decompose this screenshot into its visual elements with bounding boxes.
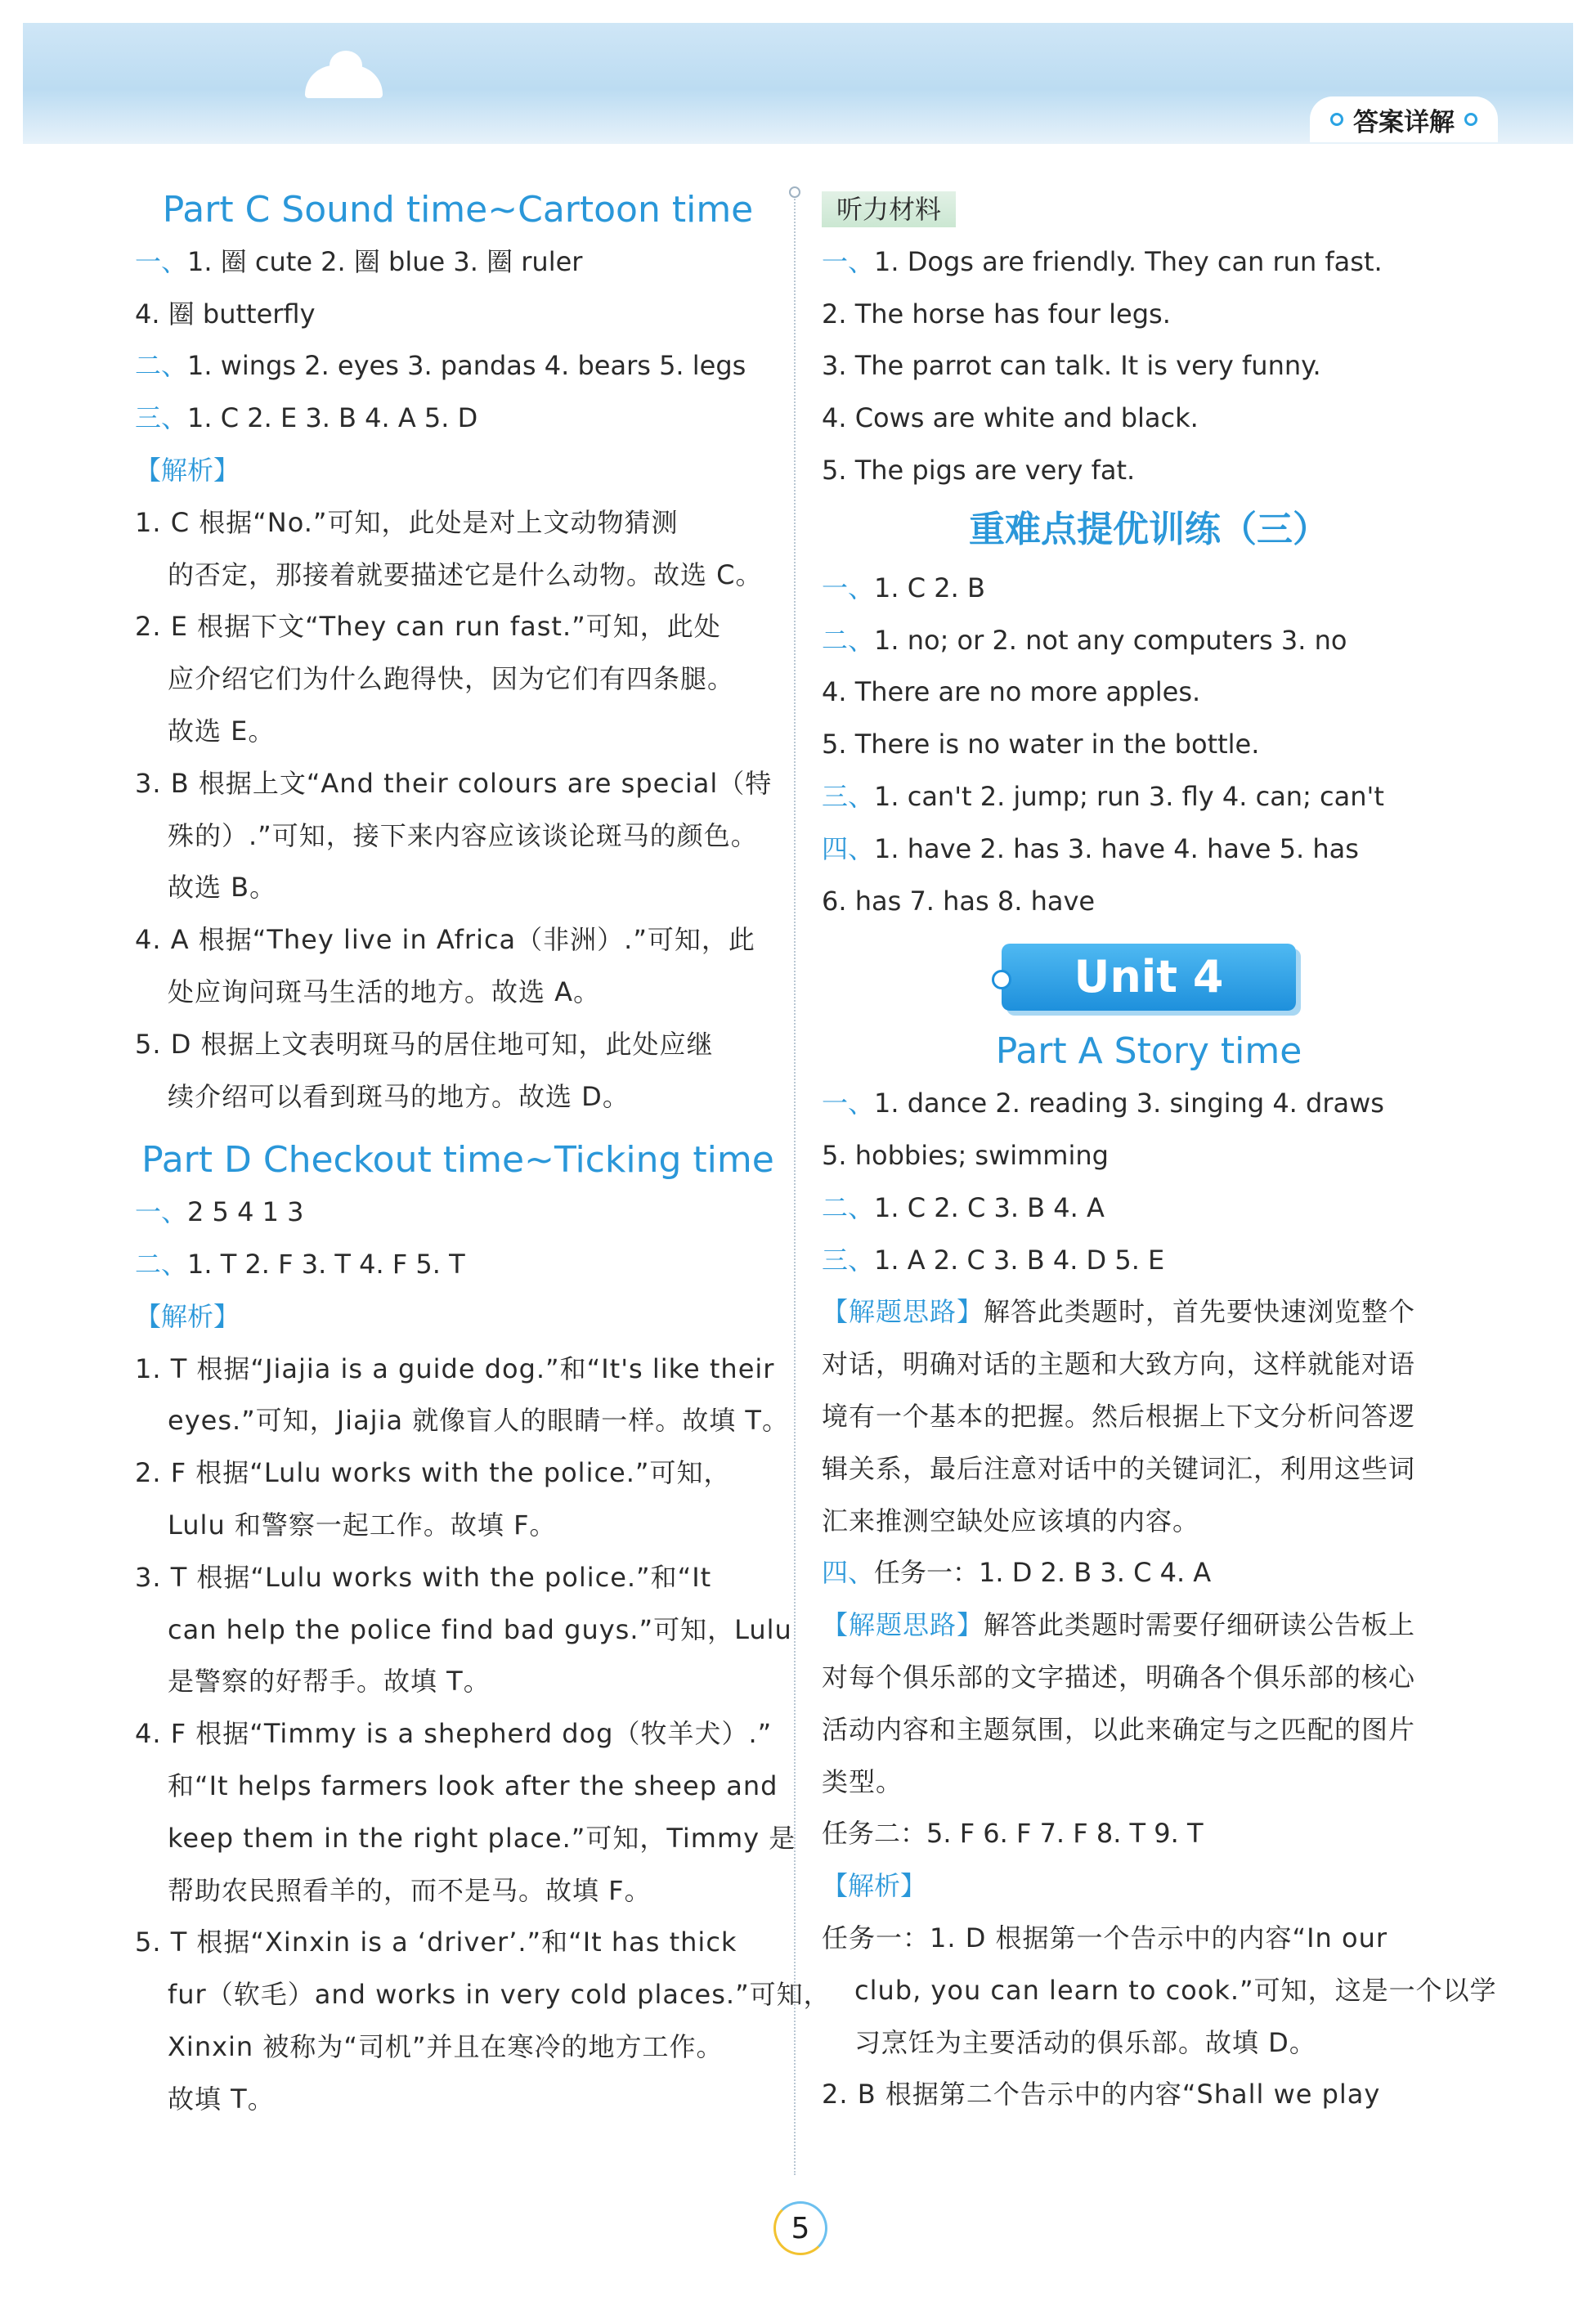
answer-text: 1. have 2. has 3. have 4. have 5. has (874, 832, 1359, 864)
answer-line (822, 392, 1476, 445)
pin-icon (992, 970, 1011, 989)
explanation-line: club, you can learn to cook.”可知，这是一个以学 (854, 1974, 1497, 2006)
tip-line (822, 1756, 1476, 1809)
badge-label: 答案详解 (1353, 107, 1455, 137)
explanation-line: 殊的）.”可知，接下来内容应该谈论斑马的颜色。 (168, 819, 758, 851)
explanation-line: 续介绍可以看到斑马的地方。故选 D。 (168, 1080, 630, 1112)
tip-text: 辑关系，最后注意对话中的关键词汇，利用这些词 (822, 1452, 1416, 1484)
answer-text: 2 5 4 1 3 (187, 1196, 304, 1228)
answer-line (822, 1130, 1476, 1182)
explanation-line: 1. T 根据“Jiajia is a guide dog.”和“It's like their (135, 1352, 775, 1384)
answer-text: 4. 圈 butterfly (135, 298, 316, 330)
answer-text: 1. dance 2. reading 3. singing 4. draws (874, 1088, 1384, 1119)
explanation-line: keep them in the right place.”可知，Timmy 是 (168, 1822, 796, 1854)
question-number: 二、 (822, 1191, 875, 1223)
tip-text: 活动内容和主题氛围，以此来确定与之匹配的图片 (822, 1713, 1416, 1745)
answer-text: 2. The horse has four legs. (822, 298, 1171, 330)
question-number: 二、 (135, 1248, 188, 1280)
tip-text: 境有一个基本的把握。然后根据上下文分析问答逻 (822, 1400, 1416, 1432)
answer-text: 1. wings 2. eyes 3. pandas 4. bears 5. legs (187, 350, 746, 382)
explanation-line: 2. E 根据下文“They can run fast.”可知，此处 (135, 611, 721, 643)
answer-text: 4. There are no more apples. (822, 676, 1201, 708)
listening-material-label: 听力材料 (822, 191, 956, 227)
question-number: 一、 (822, 1088, 875, 1119)
explanation-line: 1. C 根据“No.”可知，此处是对上文动物猜测 (135, 506, 679, 538)
answer-line (135, 236, 781, 289)
unit-banner (1002, 944, 1296, 1011)
answer-line (822, 340, 1476, 392)
tip-line (822, 1652, 1476, 1704)
answer-text: 1. C 2. E 3. B 4. A 5. D (187, 402, 478, 434)
answer-line (822, 236, 1476, 289)
question-number: 四、 (822, 1557, 875, 1589)
explanation-line: 和“It helps farmers look after the sheep and (168, 1770, 778, 1801)
answer-text: 1. can't 2. jump; run 3. fly 4. can; can't (874, 780, 1384, 812)
answer-line (822, 823, 1476, 876)
question-number: 四、 (822, 832, 875, 864)
explanation-line: 5. D 根据上文表明斑马的居住地可知，此处应继 (135, 1028, 714, 1060)
tip-text: 对每个俱乐部的文字描述，明确各个俱乐部的核心 (822, 1661, 1416, 1693)
explanation-line: Xinxin 被称为“司机”并且在寒冷的地方工作。 (168, 2030, 724, 2062)
answer-text: 任务一：1. D 2. B 3. C 4. A (874, 1557, 1212, 1589)
explanation-line: 故选 E。 (168, 715, 276, 747)
answer-text: 3. The parrot can talk. It is very funny. (822, 350, 1321, 382)
page-number (773, 2201, 827, 2255)
tip-line (822, 1704, 1476, 1756)
answer-line (822, 876, 1476, 928)
question-number: 三、 (135, 402, 188, 434)
answer-text: 1. C 2. C 3. B 4. A (874, 1191, 1105, 1223)
explanation-line: 习烹饪为主要活动的俱乐部。故填 D。 (854, 2026, 1316, 2058)
analysis-tag: 【解析】 (822, 1870, 927, 1902)
explanation-line: 是警察的好帮手。故填 T。 (168, 1666, 491, 1698)
tip-text: 对话，明确对话的主题和大致方向，这样就能对语 (822, 1348, 1416, 1380)
answer-text: 1. T 2. F 3. T 4. F 5. T (187, 1248, 465, 1280)
explanation-line: 5. T 根据“Xinxin is a ‘driver’.”和“It has thick (135, 1927, 737, 1958)
explanation-line: 处应询问斑马生活的地方。故选 A。 (168, 976, 601, 1007)
explanation-line: 4. A 根据“They live in Africa（非洲）.”可知，此 (135, 924, 755, 956)
answer-line (135, 1186, 781, 1239)
explanation-line: 任务一：1. D 根据第一个告示中的内容“In our (822, 1922, 1388, 1953)
answer-line (822, 1182, 1476, 1235)
section-title-part-d: Part D Checkout time~Ticking time (141, 1139, 774, 1182)
tip-line (822, 1391, 1476, 1443)
explanation-line: 2. F 根据“Lulu works with the police.”可知， (135, 1457, 731, 1489)
cloud-decoration (305, 65, 383, 98)
answer-line (135, 289, 781, 341)
explanation-line: eyes.”可知，Jiajia 就像盲人的眼睛一样。故填 T。 (168, 1405, 789, 1437)
section-title-practice: 重难点提优训练（三） (969, 508, 1329, 550)
answer-text: 1. 圈 cute 2. 圈 blue 3. 圈 ruler (187, 245, 583, 277)
analysis-tag: 【解析】 (135, 454, 240, 486)
tip-line (822, 1599, 1476, 1652)
unit-title: Unit 4 (1074, 951, 1224, 1003)
question-number: 一、 (135, 245, 188, 277)
tip-text: 类型。 (822, 1765, 903, 1797)
tip-tag: 【解题思路】 (822, 1609, 984, 1641)
tip-text: 解答此类题时需要仔细研读公告板上 (984, 1609, 1416, 1641)
explanation-line: 故填 T。 (168, 2083, 275, 2115)
answer-line (822, 289, 1476, 341)
answer-line: 任务二：5. F 6. F 7. F 8. T 9. T (822, 1818, 1204, 1850)
question-number: 一、 (822, 245, 875, 277)
answer-line (135, 1239, 781, 1291)
badge-dot-icon (1464, 113, 1477, 126)
answer-text: 1. A 2. C 3. B 4. D 5. E (874, 1244, 1165, 1276)
answer-line (822, 719, 1476, 771)
question-number: 二、 (822, 624, 875, 656)
tip-line (822, 1339, 1476, 1391)
tip-line (822, 1496, 1476, 1548)
section-title-part-c: Part C Sound time~Cartoon time (162, 189, 754, 231)
badge-dot-icon (1330, 113, 1343, 126)
explanation-line: 应介绍它们为什么跑得快，因为它们有四条腿。 (168, 663, 735, 695)
answer-text: 4. Cows are white and black. (822, 402, 1199, 434)
section-title-part-a: Part A Story time (995, 1030, 1302, 1073)
answer-text: 1. C 2. B (874, 572, 985, 603)
question-number: 三、 (822, 780, 875, 812)
answer-badge (1310, 96, 1498, 142)
answer-text: 5. hobbies; swimming (822, 1139, 1109, 1171)
explanation-line: 4. F 根据“Timmy is a shepherd dog（牧羊犬）.” (135, 1718, 773, 1750)
question-number: 一、 (135, 1196, 188, 1228)
explanation-line: 3. T 根据“Lulu works with the police.”和“It (135, 1561, 712, 1593)
spacer (135, 1123, 781, 1134)
answer-text: 5. There is no water in the bottle. (822, 729, 1260, 760)
answer-line (135, 392, 781, 445)
column-divider (794, 196, 796, 2175)
right-column (822, 184, 1497, 2121)
answer-line (822, 1235, 1476, 1287)
answer-line (822, 445, 1476, 497)
answer-line (822, 1547, 1476, 1599)
explanation-line: 故选 B。 (168, 872, 277, 904)
answer-line (822, 615, 1476, 667)
page-number-label: 5 (791, 2211, 810, 2245)
answer-line (135, 340, 781, 392)
question-number: 三、 (822, 1244, 875, 1276)
tip-line (822, 1286, 1476, 1339)
tip-tag: 【解题思路】 (822, 1296, 984, 1328)
question-number: 一、 (822, 572, 875, 603)
explanation-line: 的否定，那接着就要描述它是什么动物。故选 C。 (168, 558, 763, 590)
answer-text: 1. no; or 2. not any computers 3. no (874, 624, 1347, 656)
left-column (135, 184, 831, 2125)
explanation-line: 2. B 根据第二个告示中的内容“Shall we play (822, 2079, 1381, 2110)
analysis-tag: 【解析】 (135, 1300, 240, 1332)
explanation-line: can help the police find bad guys.”可知，Lulu (168, 1613, 792, 1645)
explanation-line: 帮助农民照看羊的，而不是马。故填 F。 (168, 1874, 652, 1906)
answer-line (822, 666, 1476, 719)
answer-text: 1. Dogs are friendly. They can run fast. (874, 245, 1383, 277)
tip-text: 汇来推测空缺处应该填的内容。 (822, 1505, 1200, 1536)
answer-line (822, 771, 1476, 823)
answer-line (822, 563, 1476, 615)
answer-text: 5. The pigs are very fat. (822, 454, 1136, 486)
explanation-line: Lulu 和警察一起工作。故填 F。 (168, 1509, 557, 1541)
answer-line (822, 1078, 1476, 1130)
tip-line (822, 1443, 1476, 1496)
answer-text: 6. has 7. has 8. have (822, 885, 1096, 917)
explanation-line: 3. B 根据上文“And their colours are special（特 (135, 767, 773, 799)
question-number: 二、 (135, 350, 188, 382)
tip-text: 解答此类题时，首先要快速浏览整个 (984, 1296, 1416, 1328)
explanation-line: fur（软毛）and works in very cold places.”可知， (168, 1979, 831, 2011)
